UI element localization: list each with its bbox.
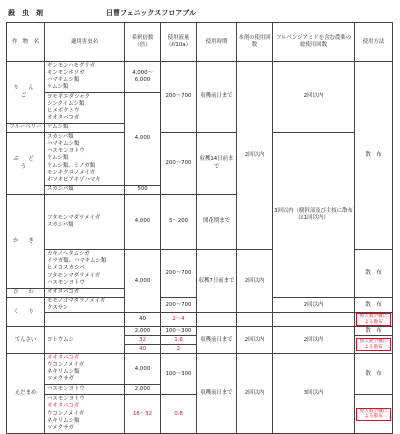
dilution-value: 500: [125, 186, 161, 195]
method-value: 散 布: [355, 250, 393, 298]
count-value: 2回以内: [237, 62, 273, 250]
total-value: [273, 313, 355, 327]
crop-chestnut: く り: [7, 298, 45, 327]
pest-list: カキノヘタムシガ イラガ類、ハマキムシ類 ヒメコスカシバ フタモンマダラメイガ ハスモンヨトウ: [45, 250, 125, 289]
liquid-value: 200～700: [161, 298, 197, 313]
dilution-value: 32: [125, 336, 161, 345]
product-name: 日曹フェニックスフロアブル: [106, 9, 197, 17]
pest-list: ギンモンハモグリガ キンモンホソガ ハマキムシ類 ケムシ類: [45, 62, 125, 93]
count-value: 2回以内: [237, 250, 273, 313]
pest-list: ヨモギエダシャク シンクイムシ類 ヒメボクトウ オオタバコガ: [45, 93, 125, 124]
liquid-value: 200～700: [161, 133, 197, 195]
method-value: [355, 313, 393, 327]
pest-list: ヨトウムシ: [45, 327, 125, 354]
col-count: 本剤の使用回数: [237, 23, 273, 62]
liquid-value: 1.6: [161, 336, 197, 345]
crop-blueberry: ブルーベリー: [7, 124, 45, 133]
method-value: 散 布: [355, 62, 393, 250]
total-value: 2回以内: [273, 298, 355, 313]
total-value: 3回以内（樹幹部及び主枝に散布は1回以内）: [273, 133, 355, 298]
dilution-value: 4,000: [125, 354, 161, 385]
col-timing: 使用時期: [197, 23, 237, 62]
pest-list: スカシバ類 ハマキムシ類 ハスモンヨトウ ケムシ類 ケムシ類、ミノガ類 モンキクロノメイガ ホソオビアキゾハマキ: [45, 133, 125, 186]
category-label: 殺 虫 剤: [8, 9, 43, 17]
crop-grape: ぶ ど う: [7, 133, 45, 195]
dilution-value: 40: [125, 313, 161, 327]
liquid-value: 100～300: [161, 327, 197, 336]
method-value: 散 布: [355, 354, 393, 395]
table-row: [7, 133, 393, 186]
pest-list: [45, 313, 125, 327]
pest-list: オオタバコガ: [45, 289, 125, 298]
timing-value: 収穫前日まで: [197, 354, 237, 434]
crop-loquat: び わ: [7, 289, 45, 298]
table-row: [7, 62, 393, 93]
timing-value: [197, 313, 237, 327]
table-row: [7, 313, 393, 327]
liquid-value: 100～300: [161, 354, 197, 395]
pest-list: ハスモンヨトウ オオタバコガ ウコンノメイガ ネキリムシ類 ツメクサガ: [45, 395, 125, 434]
dilution-value: 4,000: [125, 93, 161, 186]
header-row: [7, 23, 393, 62]
liquid-value: 2～4: [161, 313, 197, 327]
count-value: 2回以内: [237, 354, 273, 434]
liquid-value: 5～200: [161, 195, 197, 250]
table-row: [7, 327, 393, 336]
crop-sugarbeet: てんさい: [7, 327, 45, 354]
dilution-value: 2,000: [125, 385, 161, 395]
col-method: 使用方法: [355, 23, 393, 62]
timing-value: 開花期まで: [197, 195, 237, 250]
method-value: 散 布: [355, 327, 393, 336]
application-table: [6, 22, 393, 434]
pest-list: ケムシ類: [45, 124, 125, 133]
method-value: [355, 336, 393, 354]
drone-badge: 無人航空機による散布: [356, 313, 391, 326]
dilution-value: 4,000～6,000: [125, 62, 161, 93]
pest-list: スカシバ類: [45, 186, 125, 195]
drone-badge: 無人航空機による散布: [356, 338, 391, 351]
liquid-value: 0.8: [161, 395, 197, 434]
timing-value: 収穫前日まで: [197, 62, 237, 133]
pest-list: ハスモンヨトウ: [45, 385, 125, 395]
crop-persimmon: か き: [7, 195, 45, 289]
dilution-value: 2,000: [125, 327, 161, 336]
crop-edamame: えだまめ: [7, 354, 45, 434]
total-value: 3回以内: [273, 354, 355, 434]
dilution-value: 4,000: [125, 195, 161, 250]
page-header: [6, 6, 394, 20]
liquid-value: 200～700: [161, 250, 197, 298]
timing-value: 収穫14日前まで: [197, 133, 237, 195]
liquid-value: 2: [161, 345, 197, 354]
timing-value: 収穫7日前まで: [197, 250, 237, 313]
table-row: [7, 354, 393, 385]
liquid-value: 200～700: [161, 62, 197, 133]
method-value: [355, 395, 393, 434]
timing-value: 収穫前日まで: [197, 327, 237, 354]
pest-list: モモノゴマダラノメイガ クスサン: [45, 298, 125, 313]
dilution-value: 4,000: [125, 250, 161, 313]
dilution-value: 40: [125, 345, 161, 354]
col-total: フルベンジアミドを含む農薬の総使用回数: [273, 23, 355, 62]
total-value: 2回以内: [273, 327, 355, 354]
crop-apple: り ん ご: [7, 62, 45, 124]
dilution-value: 16～32: [125, 395, 161, 434]
col-pests: 適用害虫名: [45, 23, 125, 62]
drone-badge: 無人航空機による散布: [356, 408, 391, 421]
pest-list: フタモンマダラメイガ スカシバ類: [45, 195, 125, 250]
pest-list: オオタバコガ ウコンノメイガ ネキリムシ類 ツメクサガ: [45, 354, 125, 385]
count-value: 2回以内: [237, 327, 273, 354]
count-value: [237, 313, 273, 327]
total-value: 2回以内: [273, 62, 355, 133]
col-liquid: 使用液量（ℓ/10a）: [161, 23, 197, 62]
col-crop: 作 物 名: [7, 23, 45, 62]
col-dilution: 希釈倍数（倍）: [125, 23, 161, 62]
method-value: 散 布: [355, 298, 393, 313]
